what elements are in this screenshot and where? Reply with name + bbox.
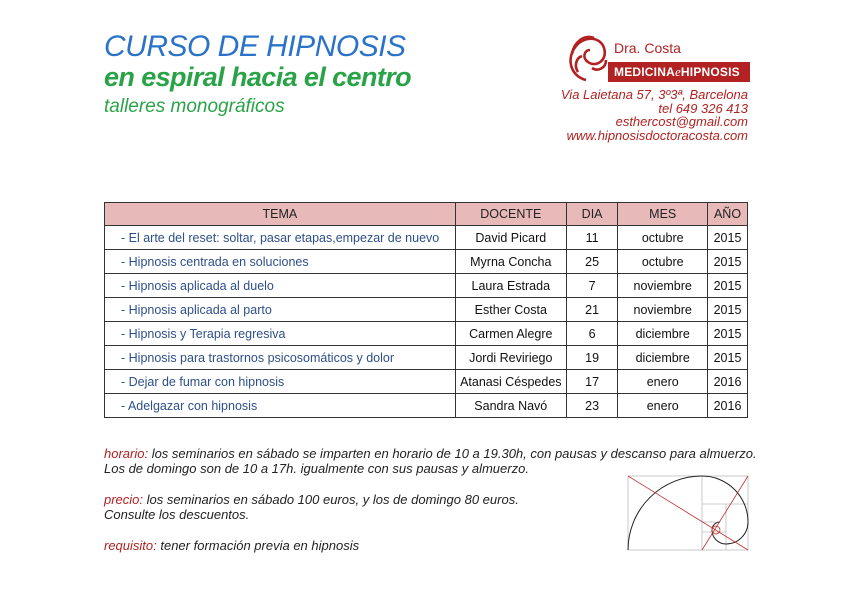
contact-address: Via Laietana 57, 3º3ª, Barcelona [560,87,748,102]
contact-phone: tel 649 326 413 [658,100,748,116]
cell-docente: Jordi Reviriego [455,346,566,370]
cell-tema: - El arte del reset: soltar, pasar etapas,empezar de nuevo [105,226,456,250]
table-row [105,394,748,418]
logo-bar-left: MEDICINA [614,65,675,79]
cell-docente: Esther Costa [455,298,566,322]
cell-mes: octubre [618,250,708,274]
cell-ano: 2015 [708,322,748,346]
note-precio-line1: los seminarios en sábado 100 euros, y los de domingo 80 euros. [143,492,519,507]
cell-dia: 21 [566,298,618,322]
table-row [105,274,748,298]
cell-tema: - Hipnosis centrada en soluciones [105,250,456,274]
note-precio [104,492,519,522]
cell-ano: 2015 [708,226,748,250]
header-dia: DIA [566,203,618,226]
cell-dia: 25 [566,250,618,274]
note-horario-label: horario: [104,446,149,461]
page-subtitle: en espiral hacia el centro [104,62,412,92]
cell-docente: Carmen Alegre [455,322,566,346]
note-precio-line2: Consulte los descuentos. [104,507,250,522]
logo [562,28,750,84]
note-horario-line1: los seminarios en sábado se imparten en horario de 10 a 19.30h, con pausas y descanso para almuerzo. [148,446,757,461]
cell-mes: octubre [618,226,708,250]
table-row [105,298,748,322]
cell-tema: - Hipnosis aplicada al parto [105,298,456,322]
cell-docente: David Picard [455,226,566,250]
table-row [105,226,748,250]
cell-docente: Myrna Concha [455,250,566,274]
header-ano: AÑO [708,203,748,226]
cell-mes: enero [618,370,708,394]
header-tema: TEMA [105,203,456,226]
page-title: CURSO DE HIPNOSIS [104,30,406,63]
cell-mes: diciembre [618,346,708,370]
cell-ano: 2015 [708,298,748,322]
note-horario-line2: Los de domingo son de 10 a 17h. igualmente con sus pausas y almuerzo. [104,461,529,476]
cell-docente: Sandra Navó [455,394,566,418]
table-row [105,370,748,394]
note-requisito [104,538,359,553]
cell-ano: 2016 [708,370,748,394]
note-precio-label: precio: [104,492,144,507]
contact-block [561,88,748,142]
table-header-row [105,203,748,226]
contact-web: www.hipnosisdoctoracosta.com [566,127,748,143]
page-tagline: talleres monográficos [104,96,285,117]
cell-dia: 7 [566,274,618,298]
table-row [105,346,748,370]
table-row [105,250,748,274]
logo-name: Dra. Costa [614,40,681,56]
cell-ano: 2015 [708,250,748,274]
cell-mes: diciembre [618,322,708,346]
cell-ano: 2015 [708,274,748,298]
logo-bar-right: HIPNOSIS [680,65,740,79]
cell-mes: noviembre [618,298,708,322]
note-requisito-text: tener formación previa en hipnosis [156,538,360,553]
cell-ano: 2015 [708,346,748,370]
table-row [105,322,748,346]
header-docente: DOCENTE [455,203,566,226]
header-mes: MES [618,203,708,226]
note-requisito-label: requisito: [104,538,157,553]
cell-mes: noviembre [618,274,708,298]
cell-tema: - Hipnosis aplicada al duelo [105,274,456,298]
cell-ano: 2016 [708,394,748,418]
cell-tema: - Hipnosis para trastornos psicosomáticos y dolor [105,346,456,370]
contact-email: esthercost@gmail.com [615,114,748,129]
cell-tema: - Dejar de fumar con hipnosis [105,370,456,394]
cell-dia: 19 [566,346,618,370]
cell-docente: Laura Estrada [455,274,566,298]
golden-spiral-icon [626,474,750,552]
cell-dia: 23 [566,394,618,418]
logo-banner [608,62,750,82]
cell-dia: 17 [566,370,618,394]
spiral-logo-icon [562,28,614,84]
cell-tema: - Adelgazar con hipnosis [105,394,456,418]
cell-dia: 6 [566,322,618,346]
cell-mes: enero [618,394,708,418]
cell-docente: Atanasi Céspedes [455,370,566,394]
cell-dia: 11 [566,226,618,250]
schedule-table [104,202,748,418]
logo-bar-amp: e [674,64,681,79]
cell-tema: - Hipnosis y Terapia regresiva [105,322,456,346]
note-horario [104,446,757,476]
